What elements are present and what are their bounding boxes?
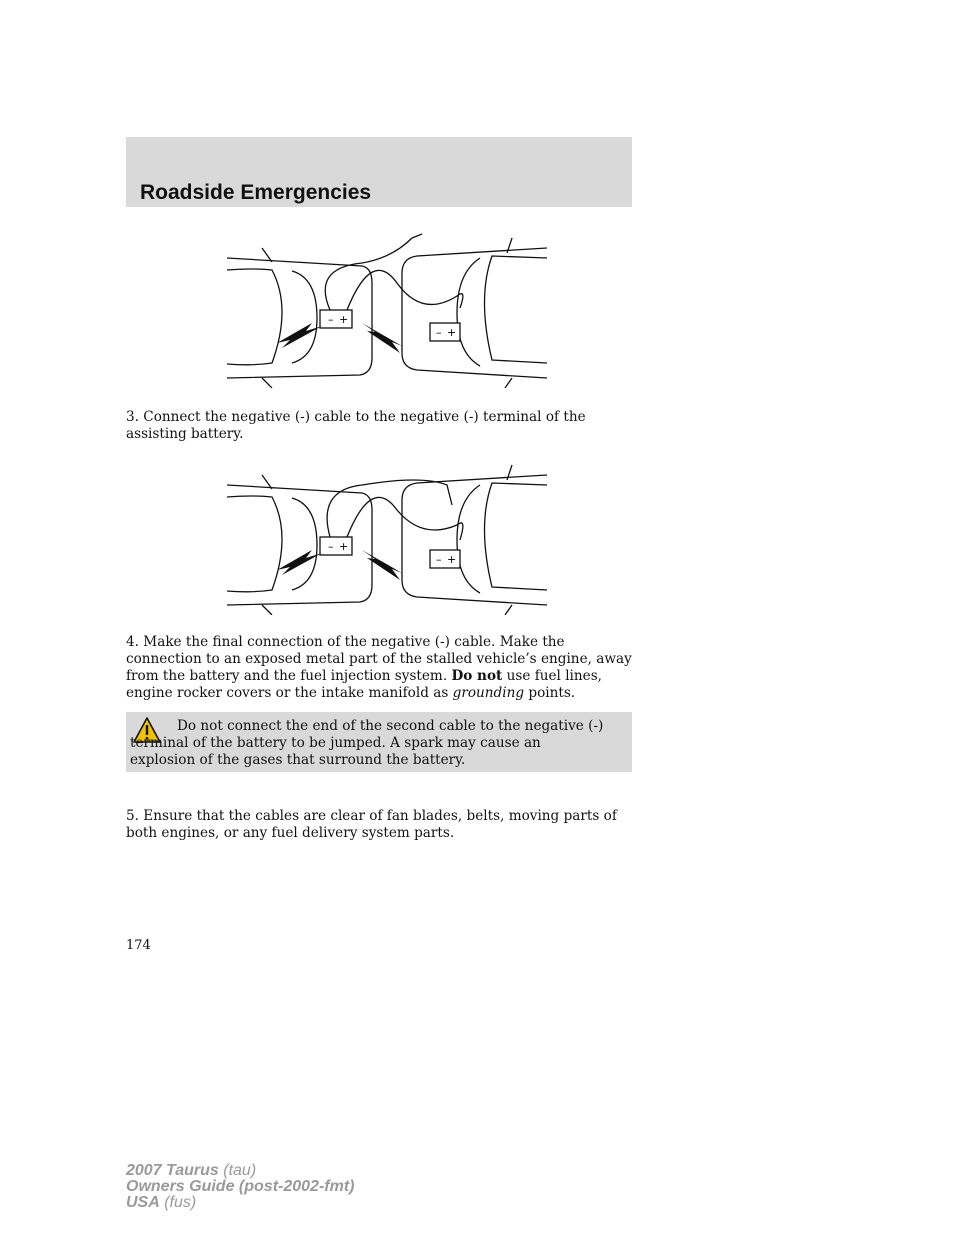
document-footer bbox=[126, 1163, 354, 1211]
jump-start-diagram-step3 bbox=[222, 228, 552, 388]
step-3-paragraph: 3. Connect the negative (-) cable to the negative (-) terminal of the assisting battery. bbox=[126, 409, 586, 442]
step-4-paragraph bbox=[126, 634, 632, 702]
step-5-paragraph: 5. Ensure that the cables are clear of fan blades, belts, moving parts of both engines, or any fuel delivery system parts. bbox=[126, 808, 617, 841]
section-title: Roadside Emergencies bbox=[140, 181, 372, 204]
page-number: 174 bbox=[126, 938, 151, 953]
footer-model-code: (tau) bbox=[218, 1162, 257, 1179]
spark-icon bbox=[362, 323, 402, 353]
battery-plus-label: + bbox=[447, 553, 457, 566]
footer-model: 2007 Taurus bbox=[126, 1162, 219, 1179]
footer-market-code: (fus) bbox=[159, 1194, 197, 1211]
warning-text: Do not connect the end of the second cable to the negative (-) terminal of the battery to be jumped. A spark may cause an explosion of the gases that surround the battery. bbox=[130, 718, 604, 768]
step-4-bold: Do not bbox=[451, 668, 503, 684]
step-4-text-a: 4. Make the final connection of the negative (-) cable. Make the connection to an exposed metal part of the stalled vehicle’s engine, away from the battery and the fuel injection system. bbox=[126, 634, 632, 684]
footer-guide: Owners Guide (post-2002-fmt) bbox=[126, 1178, 355, 1195]
warning-box bbox=[126, 712, 632, 772]
footer-market: USA bbox=[126, 1194, 160, 1211]
battery-minus-label: – bbox=[328, 313, 334, 326]
battery-minus-label: – bbox=[328, 540, 334, 553]
jump-start-diagram-step4 bbox=[222, 455, 552, 615]
section-header bbox=[126, 137, 632, 207]
battery-plus-label: + bbox=[447, 326, 457, 339]
step-4-text-b: use fuel lines, engine rocker covers or the intake manifold as bbox=[126, 668, 603, 701]
spark-icon bbox=[362, 550, 402, 580]
battery-plus-label: + bbox=[339, 313, 349, 326]
battery-minus-label: – bbox=[436, 553, 442, 566]
step-4-text-c: points. bbox=[524, 685, 576, 701]
battery-plus-label: + bbox=[339, 540, 349, 553]
battery-minus-label: – bbox=[436, 326, 442, 339]
step-4-italic: grounding bbox=[452, 685, 525, 701]
